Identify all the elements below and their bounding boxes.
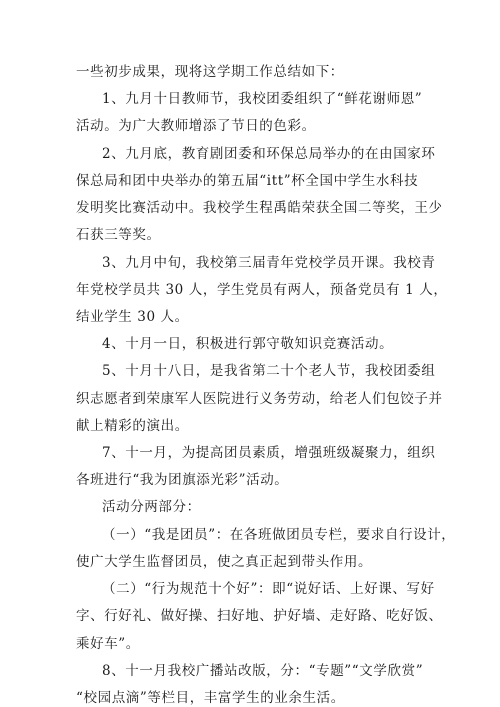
item1-line2: 活动。为广大教师增添了节日的色彩。 — [76, 118, 316, 134]
item8-line2: “校园点滴”等栏目，丰富学生的业余生活。 — [76, 690, 345, 706]
item5-line1: 5、十月十八日，是我省第二十个老人节，我校团委组 — [102, 363, 436, 379]
item2-line1: 2、九月底，教育剧团委和环保总局举办的在由国家环 — [102, 146, 436, 162]
intro-line: 一些初步成果，现将这学期工作总结如下： — [76, 64, 344, 80]
item8-line1: 8、十一月我校广播站改版，分：“专题”“文学欣赏” — [102, 663, 424, 679]
item3-line2: 年党校学员共 30 人，学生党员有两人，预备党员有 1 人， — [76, 282, 448, 298]
item2-line4: 石获三等奖。 — [76, 227, 161, 243]
item2-line3: 发明奖比赛活动中。我校学生程禹皓荣获全国二等奖，王少 — [76, 200, 443, 216]
activity-intro-line: 活动分两部分： — [102, 499, 201, 515]
item7-line2: 各班进行“我为团旗添光彩”活动。 — [76, 472, 289, 488]
item5-line2: 织志愿者到荣康军人医院进行义务劳动，给老人们包饺子并 — [76, 391, 443, 407]
part1-line1: （一）“我是团员”：在各班做团员专栏，要求自行设计， — [102, 527, 456, 543]
part2-line1: （二）“行为规范十个好”：即“说好话、上好课、写好 — [102, 581, 435, 597]
part2-line3: 乘好车”。 — [76, 636, 140, 652]
item3-line1: 3、九月中旬，我校第三届青年党校学员开课。我校青 — [102, 255, 436, 271]
item7-line1: 7、十一月，为提高团员素质，增强班级凝聚力，组织 — [102, 445, 436, 461]
item3-line3: 结业学生 30 人。 — [76, 309, 189, 325]
part2-line2: 字、行好礼、做好操、扫好地、护好墙、走好路、吃好饭、 — [76, 608, 443, 624]
item5-line3: 献上精彩的演出。 — [76, 418, 189, 434]
item4-line1: 4、十月一日，积极进行郭守敬知识竞赛活动。 — [102, 336, 394, 352]
item1-line1: 1、九月十日教师节，我校团委组织了“鲜花谢师恩” — [102, 91, 423, 107]
part1-line2: 使广大学生监督团员，使之真正起到带头作用。 — [76, 554, 373, 570]
item2-line2: 保总局和团中央举办的第五届“itt”杯全国中学生水科技 — [76, 173, 419, 189]
